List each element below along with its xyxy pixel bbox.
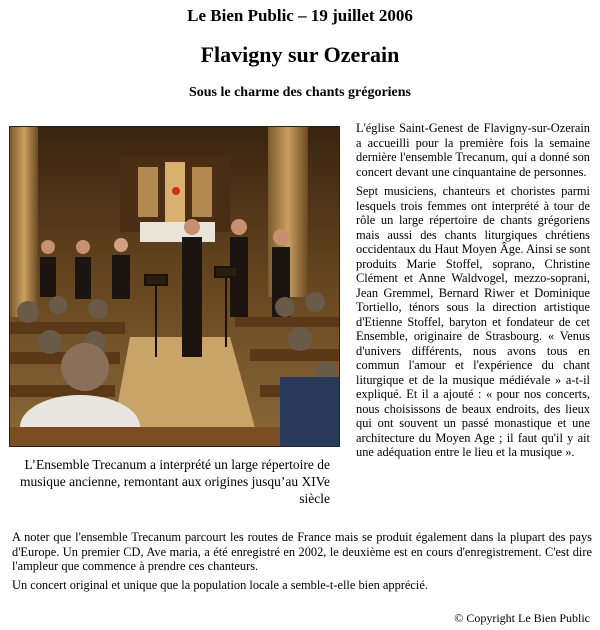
article-closing bbox=[12, 530, 592, 596]
concert-photo bbox=[9, 126, 340, 447]
article-paragraph: A noter que l'ensemble Trecanum parcourt les routes de France mais se produit également dans la plupart des pays d'Europe. Un premier CD, Ave maria, a été enregistré en 2002, le deuxième est en cours d'enregistrement. C'est dire l'ampleur que commence à prendre ces chanteurs. bbox=[12, 530, 592, 573]
article-paragraph: L'église Saint-Genest de Flavigny-sur-Ozerain a accueilli pour la première fois la semaine dernière l'ensemble Trecanum, qui a donné son concert devant une cinquantaine de personnes. bbox=[356, 121, 590, 179]
article-body-column bbox=[356, 121, 590, 465]
article-headline: Flavigny sur Ozerain bbox=[200, 42, 400, 67]
article-paragraph: Sept musiciens, chanteurs et choristes parmi lesquels trois femmes ont interprété à tour de rôle un large répertoire de chants grégoriens mais aussi des chants liturgiques chrétiens occidentaux du Haut Moyen Âge. Ainsi se sont produits Marie Stoffel, soprano, Christine Clément et Anne Waldvogel, mezzo-soprani, Jean Gremmel, Bernard Riwer et Dominique Tortiello, ténors sous la direction artistique d'Etienne Stoffel, baryton et fondateur de cet Ensemble, originaire de Strasbourg. « Venus d'univers différents, nous avons tous en commun l'amour et l'expérience du chant liturgique et de la musique médiévale » a-t-il expliqué. Et il a ajouté : « pour nos concerts, nous choisissons de beaux endroits, des lieux qui ont souvent un passé monastique et une architecture du Moyen Age ; il faut qu'il y ait une adéquation entre le lieu et la musique ». bbox=[356, 184, 591, 459]
article-subheadline: Sous le charme des chants grégoriens bbox=[188, 85, 412, 100]
copyright-notice: © Copyright Le Bien Public bbox=[454, 611, 590, 625]
photo-caption: L’Ensemble Trecanum a interprété un large répertoire de musique ancienne, remontant aux origines jusqu’au XIVe siècle bbox=[19, 457, 330, 506]
newspaper-masthead: Le Bien Public – 19 juillet 2006 bbox=[187, 6, 413, 25]
article-paragraph: Un concert original et unique que la population locale a semble-t-elle bien apprécié. bbox=[12, 577, 428, 592]
